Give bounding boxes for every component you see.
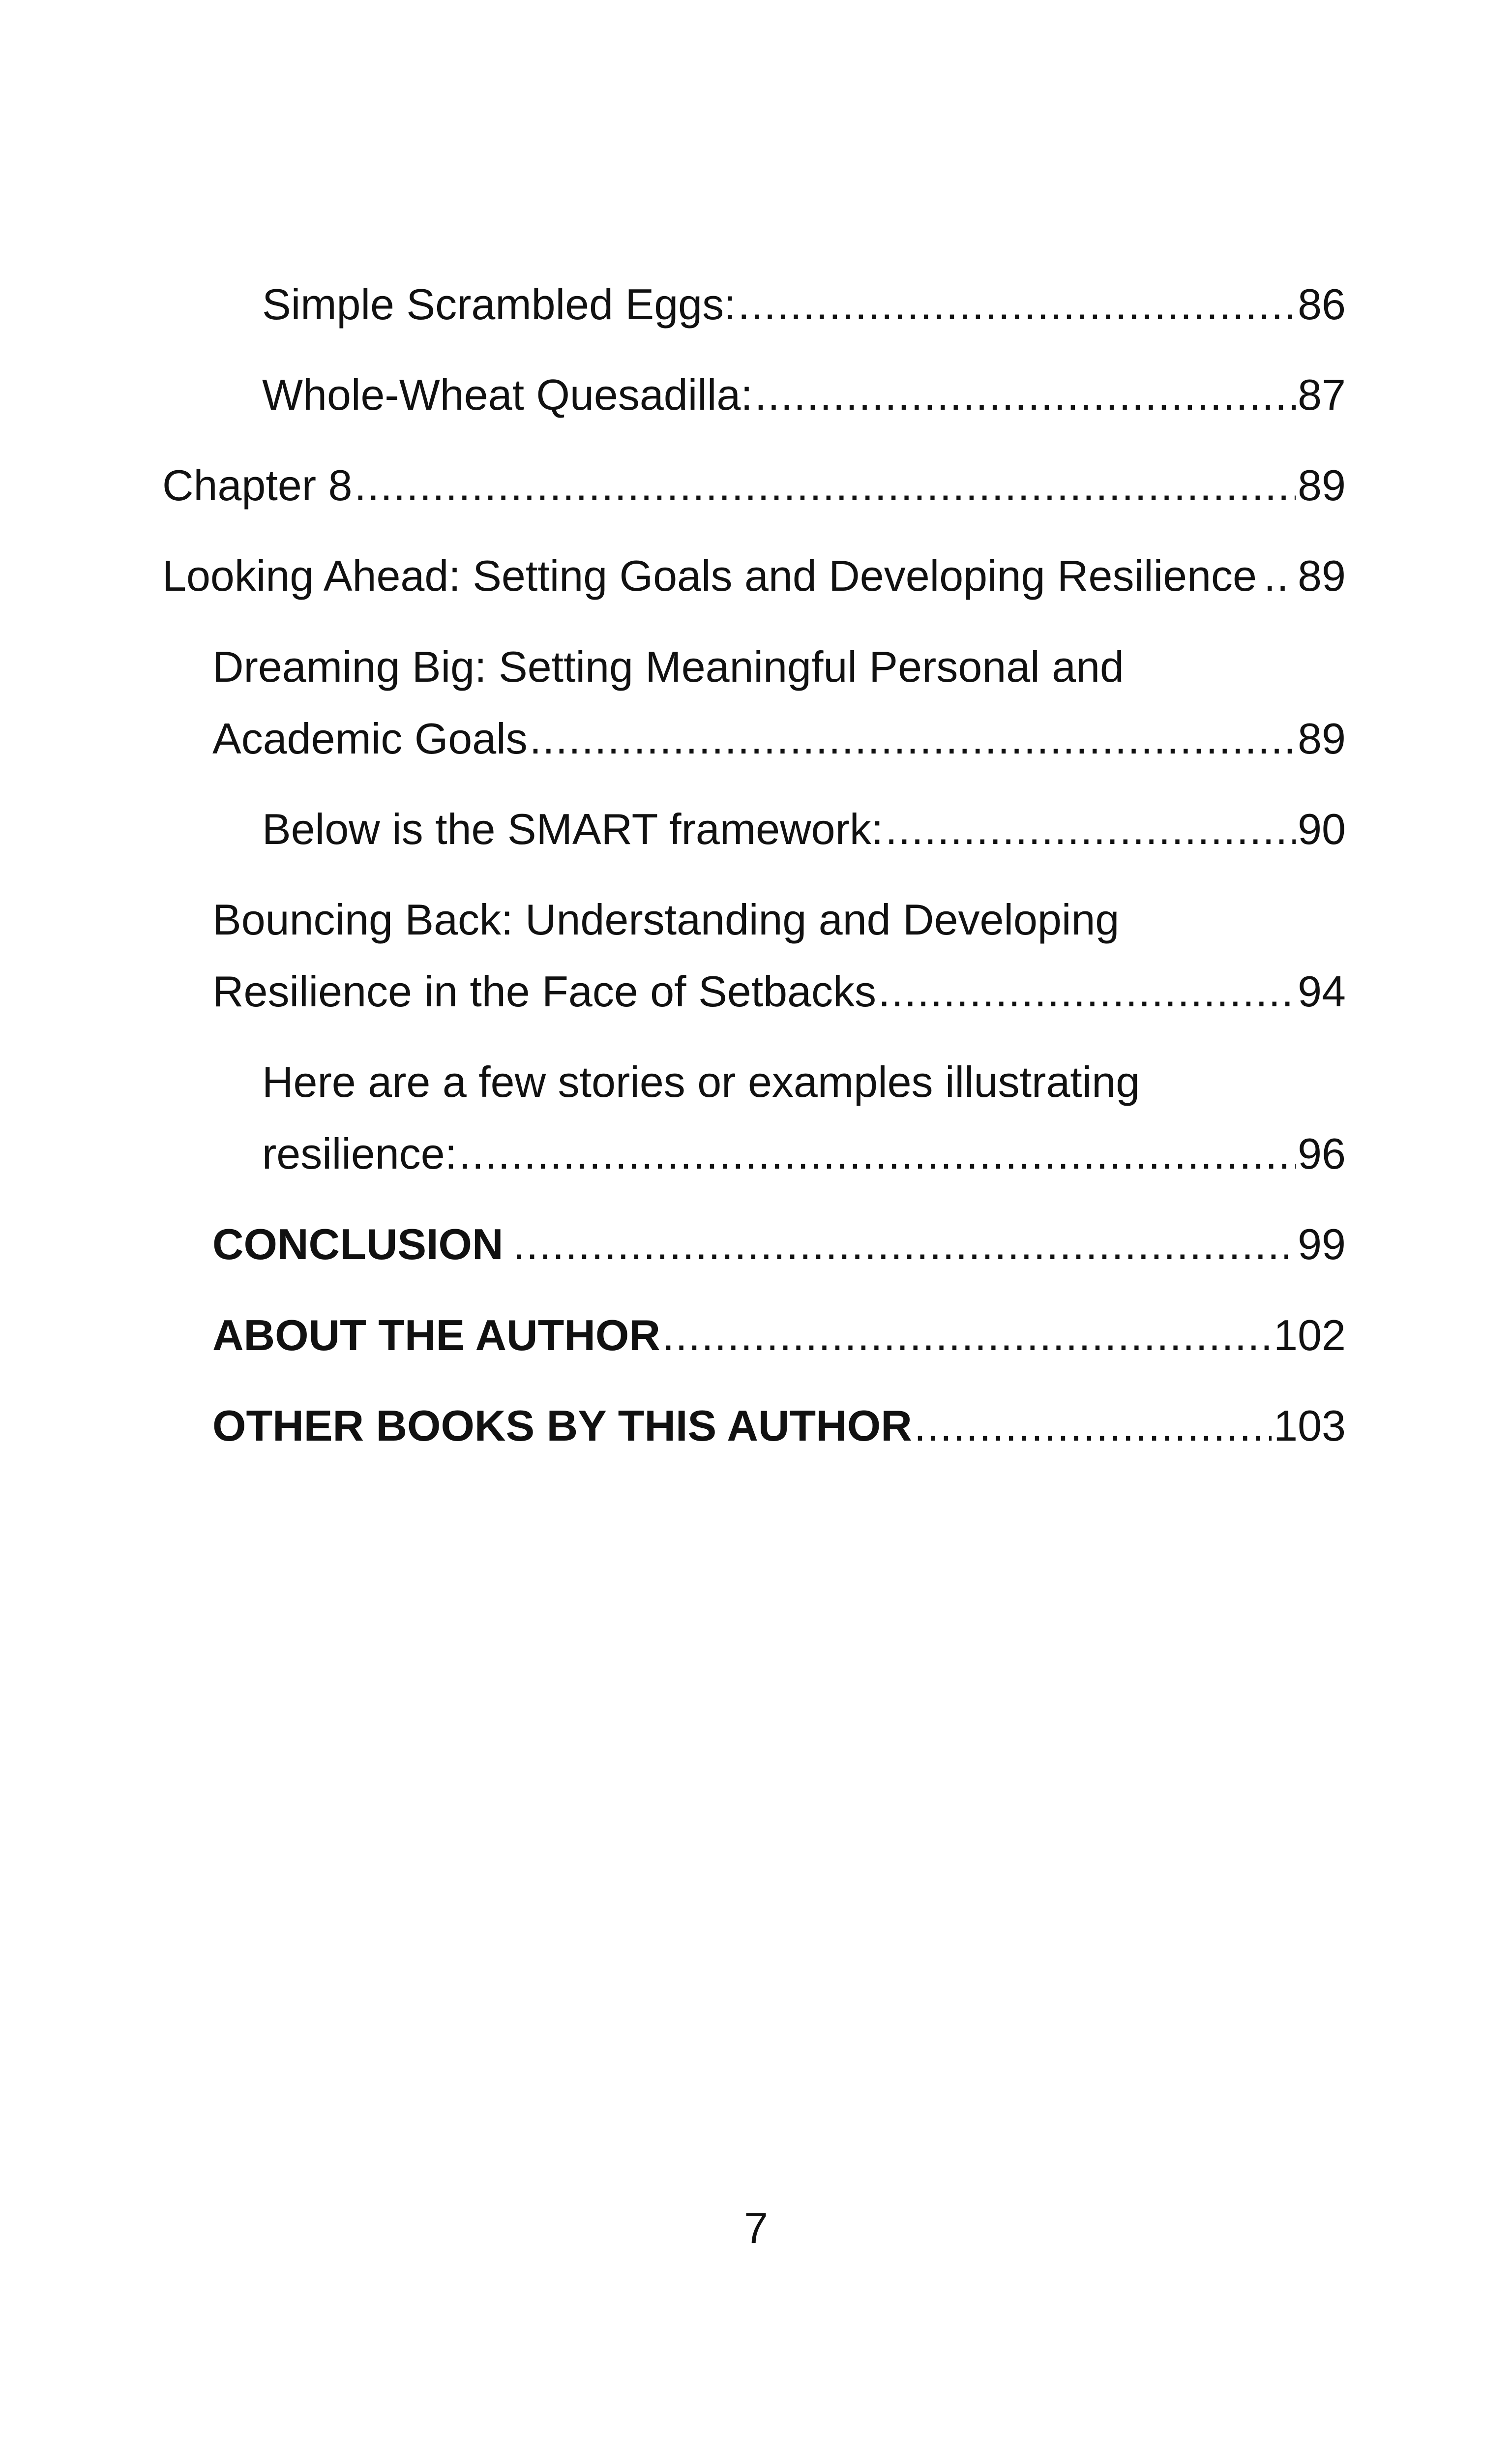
dot-leader	[1264, 540, 1291, 612]
toc-entry-title-continued: Academic Goals	[212, 714, 528, 763]
toc-entry-page: 87	[1298, 370, 1346, 419]
toc-entry-title: Bouncing Back: Understanding and Developing	[212, 895, 1120, 944]
toc-entry-title: CONCLUSION	[212, 1220, 504, 1268]
dot-leader	[885, 793, 1296, 865]
toc-entry	[212, 884, 1346, 1027]
toc-entry-title: OTHER BOOKS BY THIS AUTHOR	[212, 1401, 912, 1450]
toc-entry-page: 89	[1298, 714, 1346, 763]
toc-entry-title: Whole-Wheat Quesadilla:	[262, 370, 753, 419]
toc-entry	[212, 631, 1346, 775]
toc-entry	[262, 269, 1346, 340]
toc-entry-page: 89	[1298, 551, 1346, 600]
toc-entry	[212, 1390, 1346, 1462]
toc-entry-title: Chapter 8	[162, 461, 353, 510]
toc-entry-page: 96	[1298, 1129, 1346, 1178]
toc-entry-page: 103	[1274, 1401, 1346, 1450]
dot-leader	[530, 703, 1296, 775]
toc-entry-page: 99	[1298, 1220, 1346, 1268]
page-number: 7	[744, 2203, 768, 2252]
toc-entry-title: Dreaming Big: Setting Meaningful Personal and	[212, 642, 1124, 691]
toc-entry	[262, 793, 1346, 865]
toc-entry-title-continued: Resilience in the Face of Setbacks	[212, 967, 877, 1016]
toc-entry	[262, 359, 1346, 431]
toc-entry-title: Simple Scrambled Eggs:	[262, 280, 736, 329]
dot-leader	[354, 450, 1296, 521]
toc-entry	[262, 1046, 1346, 1190]
toc-entry	[162, 450, 1346, 521]
dot-leader	[914, 1390, 1272, 1462]
toc-entry	[162, 540, 1346, 612]
toc-entry-title: Here are a few stories or examples illustrating	[262, 1057, 1140, 1106]
dot-leader	[662, 1299, 1272, 1371]
dot-leader	[738, 269, 1296, 340]
toc-entry-title: Below is the SMART framework:	[262, 805, 884, 853]
toc-entry-title: ABOUT THE AUTHOR	[212, 1311, 660, 1359]
toc-entry-title: Looking Ahead: Setting Goals and Developing Resilience	[162, 551, 1257, 600]
toc-entry-page: 90	[1298, 805, 1346, 853]
toc-entry-page: 89	[1298, 461, 1346, 510]
toc-entry-title-continued: resilience:	[262, 1129, 457, 1178]
toc-entry-page: 102	[1274, 1311, 1346, 1359]
dot-leader	[459, 1118, 1296, 1190]
toc-entry-page: 94	[1298, 967, 1346, 1016]
dot-leader	[878, 956, 1296, 1027]
toc-entry	[212, 1299, 1346, 1371]
dot-leader	[755, 359, 1296, 431]
dot-leader	[513, 1208, 1288, 1280]
toc-entry	[212, 1208, 1346, 1280]
toc-entry-page: 86	[1298, 280, 1346, 329]
